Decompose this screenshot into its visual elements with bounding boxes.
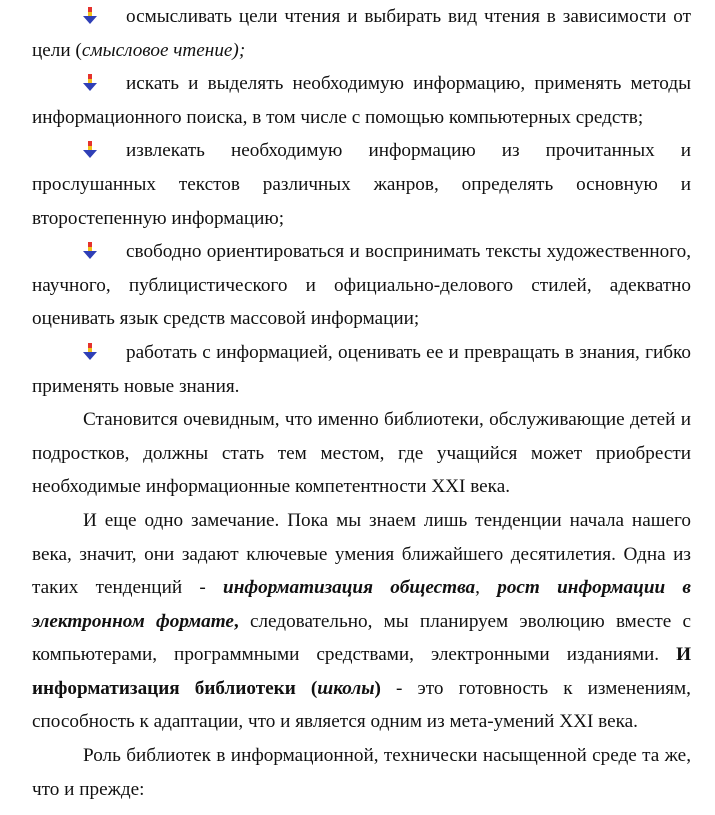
- bullet-item-5: [32, 336, 691, 403]
- bullet-text: искать и выделять необходимую информацию, применять методы информационного поиска, в том числе с помощью компьютерных средств;: [32, 73, 691, 128]
- bullet-item-1: [32, 0, 691, 67]
- emphasis-text: рост информации в электронном формате: [32, 577, 692, 632]
- arrow-down-bullet-icon: [83, 141, 97, 159]
- arrow-down-bullet-icon: [83, 343, 97, 361]
- bullet-text: осмысливать цели чтения и выбирать вид чтения в зависимости от цели (: [32, 6, 691, 61]
- paragraph-role: Роль библиотек в информационной, технически насыщенной среде та же, что и прежде:: [32, 745, 691, 800]
- bold-text: ): [374, 677, 381, 699]
- bullet-item-4: [32, 235, 691, 336]
- paragraph-text: ,: [475, 577, 498, 599]
- bullet-text: извлекать необходимую информацию из прочитанных и прослушанных текстов различных жанров, определять основную и второстепенную информацию;: [32, 140, 691, 229]
- document-page: [32, 0, 691, 806]
- bold-text: ,: [233, 610, 239, 632]
- paragraph-text: следовательно, мы планируем эволюцию вместе с компьютерами, программными средствами, электронными изданиями.: [32, 610, 692, 666]
- arrow-down-bullet-icon: [83, 7, 97, 25]
- bullet-item-3: [32, 134, 691, 235]
- bullet-text: работать с информацией, оценивать ее и превращать в знания, гибко применять новые знания.: [32, 341, 691, 397]
- bullet-item-2: [32, 67, 691, 134]
- bullet-italic-text: смысловое чтение);: [81, 39, 246, 61]
- bold-text: И информатизация библиотеки (: [32, 644, 691, 699]
- arrow-down-bullet-icon: [83, 74, 97, 92]
- paragraph-text: И еще одно замечание. Пока мы знаем лишь тенденции начала нашего века, значит, они задают ключевые умения ближайшего десятилетия. Одна из таких тенденций -: [32, 509, 691, 599]
- bullet-text: свободно ориентироваться и воспринимать тексты художественного, научного, публицистического и официально-делового стилей, адекватно оценивать язык средств массовой информации;: [32, 241, 691, 330]
- emphasis-text: школы: [317, 677, 375, 699]
- paragraph-libraries: Становится очевидным, что именно библиотеки, обслуживающие детей и подростков, должны стать тем местом, где учащийся может приобрести необходимые информационные компетентности XXI века.: [32, 409, 691, 498]
- paragraph-text: - это готовность к изменениям, способность к адаптации, что и является одним из мета-умений XXI века.: [32, 677, 691, 733]
- paragraph-informatization: [32, 504, 691, 739]
- arrow-down-bullet-icon: [83, 242, 97, 260]
- emphasis-text: информатизация общества: [223, 577, 476, 599]
